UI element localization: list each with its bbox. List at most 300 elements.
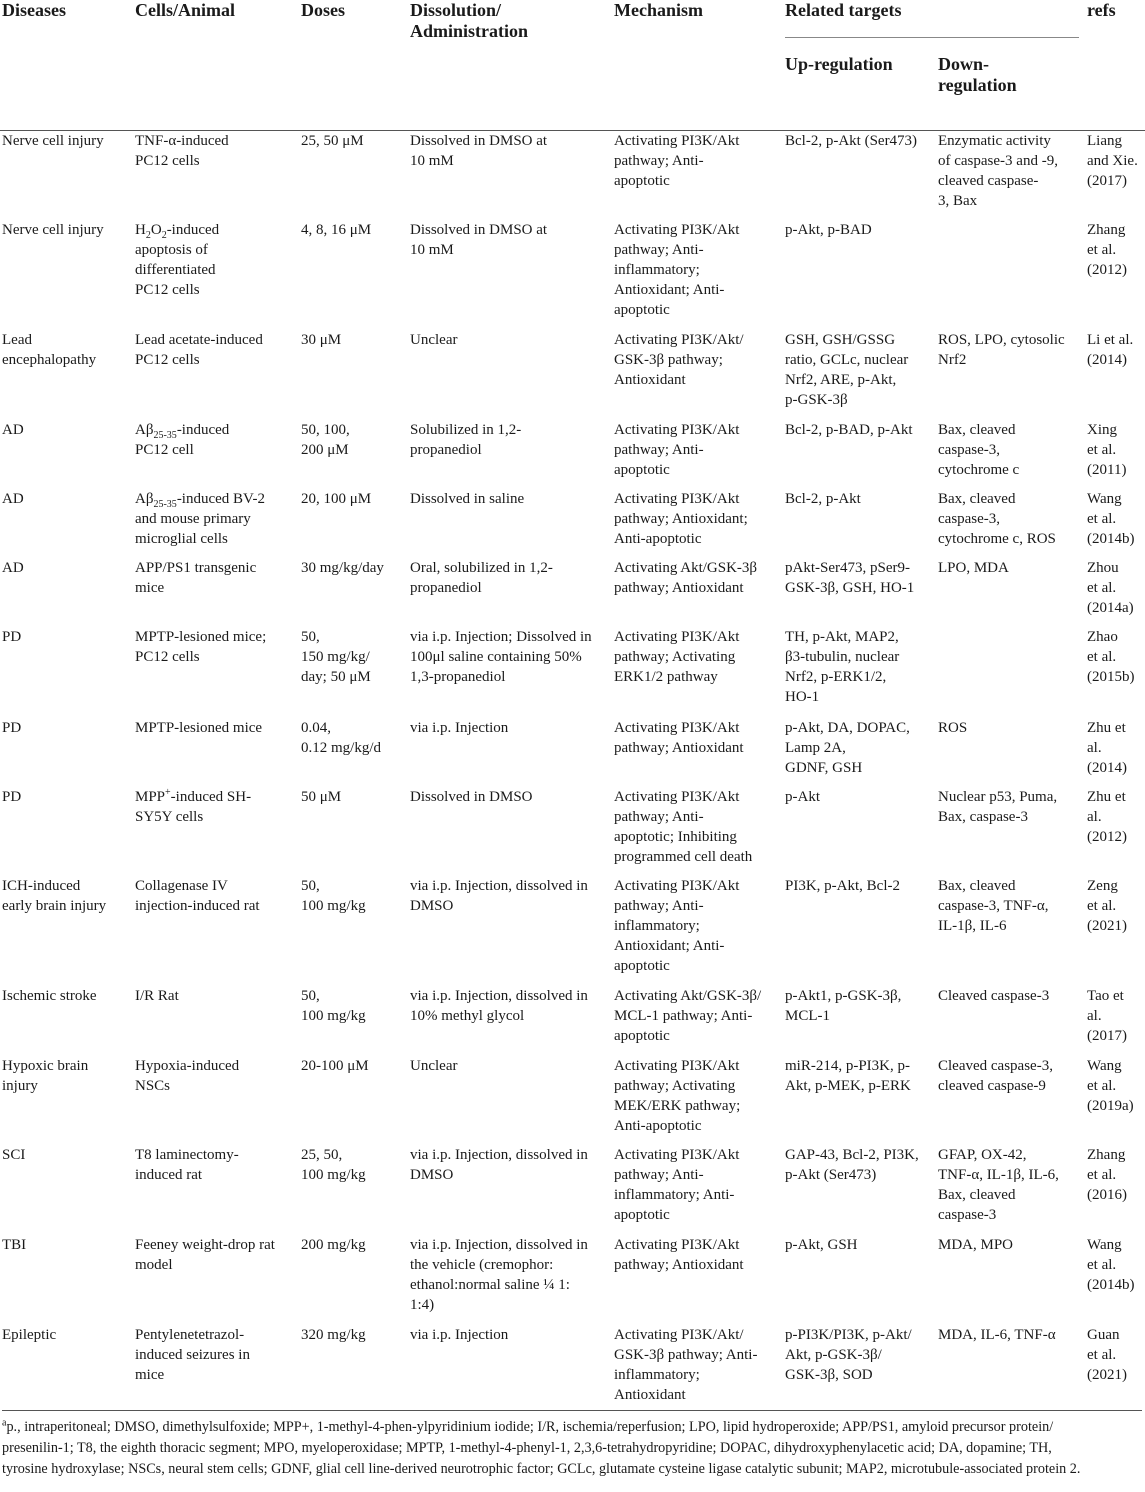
cell-line: Activating PI3K/Akt (614, 789, 740, 805)
cell-doses (299, 220, 408, 330)
cell-refs (1085, 1325, 1145, 1412)
cell-refs (1085, 787, 1145, 876)
table-row (0, 220, 1145, 330)
cell-line: GSK-3β, GSH, HO-1 (785, 580, 915, 596)
cell-line: pathway; Anti- (614, 242, 704, 258)
cell-line: 200 μM (301, 442, 349, 458)
cell-line: Zhang (1087, 222, 1126, 238)
cell-down-regulation (936, 1056, 1085, 1145)
cell-up-regulation (783, 489, 936, 558)
cell-line: $A\beta_{25-35}$-induced (135, 422, 230, 441)
cell-line: Akt, p-MEK, p-ERK (785, 1078, 911, 1094)
cell-line: cytochrome c, ROS (938, 531, 1056, 547)
cell-line: Activating PI3K/Akt (614, 422, 740, 438)
cell-line: Activating PI3K/Akt (614, 1237, 740, 1253)
cell-line: 50 μM (301, 789, 342, 805)
cell-dissolution (408, 627, 612, 718)
cell-cells (133, 986, 299, 1056)
cell-line: pathway; Activating (614, 1078, 736, 1094)
cell-line: Anti-apoptotic (614, 531, 702, 547)
cell-line: GSK-3β, SOD (785, 1367, 873, 1383)
cell-line: Dissolved in DMSO at (410, 132, 548, 149)
cell-line: Antioxidant (614, 372, 686, 388)
cell-line: Nerve cell injury (2, 132, 104, 149)
cell-line: 10 mM (410, 152, 454, 169)
cell-line: injury (2, 1078, 38, 1094)
cell-line: via i.p. Injection (410, 1327, 509, 1343)
cell-line: via i.p. Injection, dissolved in (410, 988, 588, 1004)
cell-line: 100 mg/kg (301, 1167, 366, 1183)
cell-down-regulation (936, 489, 1085, 558)
cell-line: 4, 8, 16 μM (301, 222, 372, 238)
cell-line: TNF-α, IL-1β, IL-6, (938, 1167, 1059, 1183)
cell-line: Activating PI3K/Akt (614, 491, 740, 507)
cell-line: Akt, p-GSK-3β/ (785, 1347, 882, 1363)
cell-line: propanediol (410, 442, 482, 458)
cell-doses (299, 718, 408, 787)
cell-up-regulation (783, 558, 936, 627)
cell-line: p-Akt (Ser473) (785, 1167, 877, 1183)
cell-refs (1085, 1235, 1145, 1325)
cell-line: 100 mg/kg (301, 1008, 366, 1024)
cell-disease (0, 489, 133, 558)
cell-line: apoptotic (614, 1207, 670, 1223)
cell-line: et al. (1087, 898, 1117, 914)
cell-line: APP/PS1 transgenic (135, 560, 257, 576)
cell-line: 25, 50 μM (301, 132, 364, 149)
cell-mechanism (612, 718, 783, 787)
cell-mechanism (612, 130, 783, 220)
cell-line: (2014) (1087, 352, 1127, 368)
cell-refs (1085, 220, 1145, 330)
cell-line: Li et al. (1087, 332, 1134, 348)
cell-disease (0, 627, 133, 718)
cell-mechanism (612, 1145, 783, 1235)
cell-line: inflammatory; (614, 262, 700, 278)
cell-disease (0, 1235, 133, 1325)
cell-mechanism (612, 558, 783, 627)
cell-line: of caspase-3 and -9, (938, 152, 1058, 169)
cell-line: Cleaved caspase-3, (938, 1058, 1053, 1074)
cell-line: caspase-3 (938, 1207, 997, 1223)
cell-mechanism (612, 1235, 783, 1325)
cell-line: p-Akt, DA, DOPAC, (785, 720, 910, 736)
cell-line: 150 mg/kg/ (301, 649, 370, 665)
cell-line: MCL-1 (785, 1008, 830, 1024)
cell-dissolution (408, 986, 612, 1056)
cell-line: ROS (938, 720, 968, 736)
cell-disease (0, 220, 133, 330)
cell-doses (299, 787, 408, 876)
cell-line: ERK1/2 pathway (614, 669, 718, 685)
cell-line: propanediol (410, 580, 482, 596)
cell-refs (1085, 130, 1145, 220)
cell-line: 100 mg/kg (301, 898, 366, 914)
cell-disease (0, 330, 133, 420)
cell-line: MDA, IL-6, TNF-α (938, 1327, 1056, 1343)
cell-mechanism (612, 986, 783, 1056)
cell-line: PC12 cells (135, 649, 200, 665)
cell-refs (1085, 986, 1145, 1056)
cell-line: Bax, cleaved (938, 491, 1016, 507)
cell-line: p-Akt, GSH (785, 1237, 858, 1253)
cell-line: Nrf2 (938, 352, 967, 368)
cell-line: (2016) (1087, 1187, 1127, 1203)
cell-line: GSH, GSH/GSSG (785, 332, 896, 348)
cell-up-regulation (783, 220, 936, 330)
cell-line: Dissolved in DMSO (410, 789, 533, 805)
cell-line: pathway; Antioxidant; (614, 511, 748, 527)
cell-dissolution (408, 787, 612, 876)
cell-doses (299, 130, 408, 220)
cell-dissolution (408, 1145, 612, 1235)
cell-line: (2012) (1087, 262, 1127, 278)
cell-line: Activating PI3K/Akt (614, 132, 740, 149)
cell-refs (1085, 718, 1145, 787)
cell-line: 25, 50, (301, 1147, 343, 1163)
cell-line: pAkt-Ser473, pSer9- (785, 560, 910, 576)
cell-line: Ischemic stroke (2, 988, 97, 1004)
cell-mechanism (612, 1325, 783, 1412)
cell-line: (2017) (1087, 172, 1127, 189)
cell-line: Anti-apoptotic (614, 1118, 702, 1134)
cell-dissolution (408, 220, 612, 330)
cell-line: Xing (1087, 422, 1117, 438)
cell-disease (0, 1145, 133, 1235)
cell-up-regulation (783, 1145, 936, 1235)
cell-down-regulation (936, 220, 1085, 330)
header-down-line1: Down- (938, 54, 990, 74)
cell-line: inflammatory; Anti- (614, 1187, 735, 1203)
header-refs: refs (1087, 0, 1116, 20)
cell-line: Activating PI3K/Akt/ (614, 332, 744, 348)
table-row (0, 558, 1145, 627)
cell-mechanism (612, 420, 783, 489)
cell-line: (2017) (1087, 1028, 1127, 1044)
cell-line: PC12 cells (135, 352, 200, 368)
cell-line: PD (2, 789, 22, 805)
cell-line: et al. (1087, 1078, 1117, 1094)
cell-line: Dissolved in DMSO at (410, 222, 548, 238)
cell-line: GDNF, GSH (785, 760, 863, 776)
cell-line: et al. (1087, 649, 1117, 665)
cell-line: and mouse primary (135, 511, 251, 527)
cell-line: et al. (1087, 442, 1117, 458)
cell-line: (2021) (1087, 918, 1127, 934)
cell-line: mice (135, 1367, 165, 1383)
table-row (0, 489, 1145, 558)
cell-line: Zhao (1087, 629, 1118, 645)
cell-dissolution (408, 1235, 612, 1325)
cell-line: Enzymatic activity (938, 132, 1051, 149)
cell-line: Activating Akt/GSK-3β (614, 560, 758, 576)
cell-line: apoptosis of (135, 242, 208, 258)
cell-line: Hypoxia-induced (135, 1058, 240, 1074)
cell-line: apoptotic (614, 958, 670, 974)
cell-line: via i.p. Injection; Dissolved in (410, 629, 592, 645)
cell-line: Collagenase IV (135, 878, 228, 894)
cell-line: 30 mg/kg/day (301, 560, 384, 576)
cell-line: via i.p. Injection, dissolved in (410, 1147, 588, 1163)
cell-line: differentiated (135, 262, 216, 278)
cell-line: Guan (1087, 1327, 1120, 1343)
cell-line: caspase-3, (938, 511, 1001, 527)
cell-dissolution (408, 1056, 612, 1145)
cell-line: caspase-3, TNF-α, (938, 898, 1049, 914)
cell-line: caspase-3, (938, 442, 1001, 458)
cell-up-regulation (783, 330, 936, 420)
cell-line: injection-induced rat (135, 898, 260, 914)
header-dissolution-line2: Administration (410, 21, 529, 41)
footnote-line-3: tyrosine hydroxylase; NSCs, neural stem cells; GDNF, glial cell line-derived neurotrophic factor; GCLc, glutamate cysteine ligase catalytic subunit; MAP2, microtubule-associated protein 2. (2, 1461, 1081, 1477)
cell-line: p-Akt, p-BAD (785, 222, 872, 238)
cell-line: et al. (1087, 1257, 1117, 1273)
cell-line: MEK/ERK pathway; (614, 1098, 741, 1114)
cell-line: the vehicle (cremophor: (410, 1257, 554, 1273)
cell-line: et al. (1087, 242, 1117, 258)
header-up-regulation: Up-regulation (785, 54, 893, 74)
cell-line: 200 mg/kg (301, 1237, 366, 1253)
cell-line: Activating PI3K/Akt (614, 1058, 740, 1074)
cell-line: cleaved caspase-9 (938, 1078, 1046, 1094)
cell-line: Activating PI3K/Akt (614, 720, 740, 736)
cell-line: et al. (1087, 580, 1117, 596)
cell-line: model (135, 1257, 173, 1273)
cell-line: encephalopathy (2, 352, 97, 368)
cell-line: 1:4) (410, 1297, 435, 1313)
cell-line: Solubilized in 1,2- (410, 422, 522, 438)
cell-down-regulation (936, 558, 1085, 627)
cell-up-regulation (783, 420, 936, 489)
cell-doses (299, 489, 408, 558)
cell-doses (299, 1235, 408, 1325)
cell-line: TH, p-Akt, MAP2, (785, 629, 899, 645)
cell-down-regulation (936, 1235, 1085, 1325)
table-row (0, 130, 1145, 220)
cell-line: via i.p. Injection, dissolved in (410, 878, 588, 894)
cell-doses (299, 1145, 408, 1235)
cell-line: Lead (2, 332, 32, 348)
cell-line: Activating Akt/GSK-3β/ (614, 988, 762, 1004)
cell-line: (2014b) (1087, 531, 1135, 547)
header-mechanism: Mechanism (614, 0, 703, 20)
cell-refs (1085, 627, 1145, 718)
cell-line: Cleaved caspase-3 (938, 988, 1050, 1004)
cell-line: Activating PI3K/Akt (614, 629, 740, 645)
cell-line: (2015b) (1087, 669, 1135, 685)
cell-down-regulation (936, 787, 1085, 876)
cell-refs (1085, 1056, 1145, 1145)
cell-cells (133, 1235, 299, 1325)
header-diseases: Diseases (2, 0, 66, 20)
cell-up-regulation (783, 718, 936, 787)
cell-line: pathway; Activating (614, 649, 736, 665)
cell-line: (2014a) (1087, 600, 1134, 616)
footnote (2, 1410, 1142, 1480)
cell-line: Wang (1087, 1058, 1122, 1074)
header-doses: Doses (301, 0, 345, 20)
table-row (0, 330, 1145, 420)
cell-up-regulation (783, 627, 936, 718)
cell-line: and Xie. (1087, 152, 1138, 169)
cell-up-regulation (783, 130, 936, 220)
cell-up-regulation (783, 1325, 936, 1412)
cell-mechanism (612, 787, 783, 876)
cell-line: ROS, LPO, cytosolic (938, 332, 1065, 348)
cell-line: IL-1β, IL-6 (938, 918, 1007, 934)
cell-line: (2012) (1087, 829, 1127, 845)
table-row (0, 420, 1145, 489)
cell-line: 20-100 μM (301, 1058, 369, 1074)
table-row (0, 876, 1145, 986)
cell-line: MCL-1 pathway; Anti- (614, 1008, 753, 1024)
cell-line: β3-tubulin, nuclear (785, 649, 900, 665)
cell-disease (0, 1325, 133, 1412)
cell-cells (133, 420, 299, 489)
cell-line: Zhu et al. (1087, 789, 1126, 825)
cell-up-regulation (783, 1235, 936, 1325)
cell-line: Epileptic (2, 1327, 57, 1343)
cell-line: 0.12 mg/kg/d (301, 740, 382, 756)
cell-line: $H_2O_2$-induced (135, 222, 220, 241)
cell-line: GFAP, OX-42, (938, 1147, 1027, 1163)
cell-line: 10 mM (410, 242, 454, 258)
cell-line: 50, 100, (301, 422, 350, 438)
cell-mechanism (612, 220, 783, 330)
cell-line: (2011) (1087, 462, 1127, 478)
cell-cells (133, 489, 299, 558)
table-row (0, 1235, 1145, 1325)
cell-line: mice (135, 580, 165, 596)
cell-line: microglial cells (135, 531, 228, 547)
cell-doses (299, 558, 408, 627)
cell-line: PC12 cells (135, 152, 200, 169)
cell-doses (299, 986, 408, 1056)
cell-dissolution (408, 558, 612, 627)
cell-line: SY5Y cells (135, 809, 204, 825)
cell-line: Nrf2, ARE, p-Akt, (785, 372, 897, 388)
cell-line: MPTP-lesioned mice (135, 720, 263, 736)
cell-doses (299, 876, 408, 986)
cell-line: day; 50 μM (301, 669, 371, 685)
cell-line: inflammatory; (614, 1367, 700, 1383)
cell-disease (0, 558, 133, 627)
cell-doses (299, 1325, 408, 1412)
cell-line: Bax, cleaved (938, 1187, 1016, 1203)
cell-line: Liang (1087, 132, 1122, 149)
cell-line: via i.p. Injection, dissolved in (410, 1237, 588, 1253)
cell-line: I/R Rat (135, 988, 179, 1004)
header-cells: Cells/Animal (135, 0, 236, 20)
cell-disease (0, 718, 133, 787)
cell-line: Bax, caspase-3 (938, 809, 1028, 825)
cell-disease (0, 420, 133, 489)
cell-line: MDA, MPO (938, 1237, 1014, 1253)
cell-line: pathway; Anti- (614, 809, 704, 825)
cell-refs (1085, 876, 1145, 986)
cell-line: Zhou (1087, 560, 1119, 576)
table-row (0, 718, 1145, 787)
cell-mechanism (612, 489, 783, 558)
cell-line: PC12 cells (135, 282, 200, 298)
cell-line: p-Akt (785, 789, 820, 805)
cell-doses (299, 330, 408, 420)
cell-line: ICH-induced (2, 878, 81, 894)
cell-doses (299, 1056, 408, 1145)
cell-line: apoptotic (614, 1028, 670, 1044)
cell-cells (133, 1145, 299, 1235)
cell-line: apoptotic; Inhibiting (614, 829, 737, 845)
cell-line: TNF-α-induced (135, 132, 229, 149)
cell-cells (133, 558, 299, 627)
cell-line: p-Akt1, p-GSK-3β, (785, 988, 902, 1004)
cell-line: Pentylenetetrazol- (135, 1327, 245, 1343)
cell-line: Wang (1087, 491, 1122, 507)
cell-disease (0, 130, 133, 220)
cell-refs (1085, 489, 1145, 558)
cell-line: TBI (2, 1237, 27, 1253)
cell-line: Activating PI3K/Akt (614, 222, 740, 238)
cell-line: DMSO (410, 898, 454, 914)
cell-line: GAP-43, Bcl-2, PI3K, (785, 1147, 919, 1163)
cell-line: ethanol:normal saline ¼ 1: (410, 1277, 570, 1293)
cell-line: Zeng (1087, 878, 1118, 894)
cell-dissolution (408, 330, 612, 420)
cell-doses (299, 420, 408, 489)
cell-cells (133, 1325, 299, 1412)
table-row (0, 627, 1145, 718)
cell-line: Nuclear p53, Puma, (938, 789, 1058, 805)
cell-line: inflammatory; (614, 918, 700, 934)
cell-line: (2019a) (1087, 1098, 1134, 1114)
cell-line: Activating PI3K/Akt/ (614, 1327, 744, 1343)
cell-line: Nerve cell injury (2, 222, 104, 238)
cell-line: induced seizures in (135, 1347, 250, 1363)
cell-line: PC12 cell (135, 442, 194, 458)
cell-line: (2014b) (1087, 1277, 1135, 1293)
cell-disease (0, 986, 133, 1056)
cell-line: pathway; Anti- (614, 1167, 704, 1183)
cell-line: Dissolved in saline (410, 491, 525, 507)
cell-line: 320 mg/kg (301, 1327, 366, 1343)
cell-line: cytochrome c (938, 462, 1020, 478)
header-down-regulation (936, 50, 1085, 130)
cell-dissolution (408, 876, 612, 986)
cell-line: Bax, cleaved (938, 422, 1016, 438)
cell-up-regulation (783, 876, 936, 986)
cell-down-regulation (936, 1325, 1085, 1412)
cell-line: pathway; Anti- (614, 898, 704, 914)
cell-line: PD (2, 720, 22, 736)
cell-refs (1085, 1145, 1145, 1235)
cell-down-regulation (936, 1145, 1085, 1235)
table-row (0, 1056, 1145, 1145)
cell-mechanism (612, 1056, 783, 1145)
table-row (0, 1325, 1145, 1412)
cell-line: cleaved caspase- (938, 172, 1039, 189)
cell-dissolution (408, 420, 612, 489)
cell-line: induced rat (135, 1167, 203, 1183)
cell-disease (0, 787, 133, 876)
header-dissolution-line1: Dissolution/ (410, 0, 502, 20)
cell-line: Lead acetate-induced (135, 332, 263, 348)
cell-down-regulation (936, 876, 1085, 986)
cell-line: Bcl-2, p-Akt (Ser473) (785, 132, 918, 149)
cell-line: Hypoxic brain (2, 1058, 89, 1074)
cell-line: p-PI3K/PI3K, p-Akt/ (785, 1327, 912, 1343)
cell-line: pathway; Anti- (614, 152, 704, 169)
cell-cells (133, 130, 299, 220)
